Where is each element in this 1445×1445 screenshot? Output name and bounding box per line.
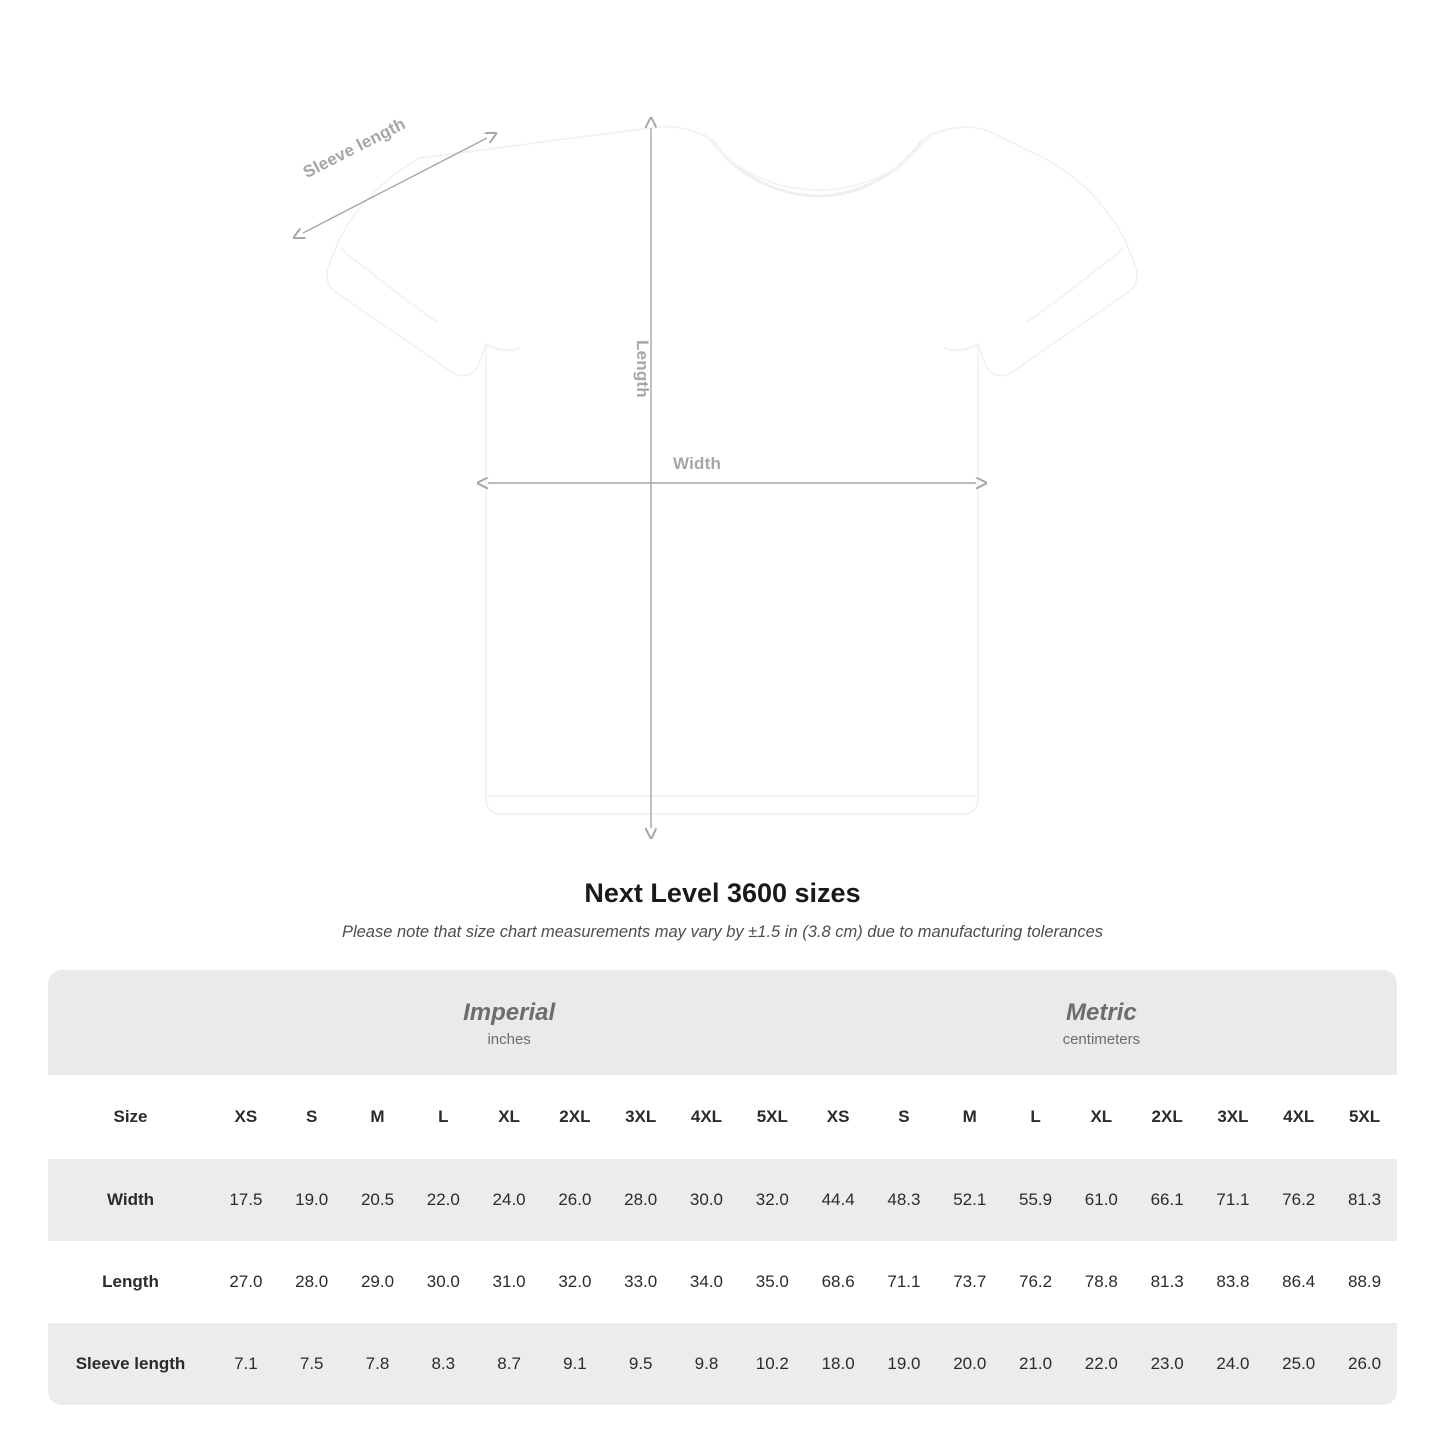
table-cell: 8.7 — [476, 1323, 542, 1405]
chart-heading-block — [0, 878, 1445, 942]
table-cell: 33.0 — [608, 1241, 674, 1323]
system-spacer — [48, 970, 213, 1075]
size-header-cell: 3XL — [1200, 1075, 1266, 1159]
size-header-cell: 4XL — [1266, 1075, 1332, 1159]
table-cell: 32.0 — [739, 1159, 805, 1241]
system-metric — [805, 970, 1397, 1075]
size-header-cell: XS — [805, 1075, 871, 1159]
table-cell: 7.1 — [213, 1323, 279, 1405]
row-label: Length — [48, 1241, 213, 1323]
table-cell: 24.0 — [476, 1159, 542, 1241]
size-table-wrapper — [48, 970, 1397, 1405]
table-cell: 28.0 — [279, 1241, 345, 1323]
table-cell: 7.5 — [279, 1323, 345, 1405]
table-cell: 88.9 — [1332, 1241, 1397, 1323]
row-label: Sleeve length — [48, 1323, 213, 1405]
table-cell: 25.0 — [1266, 1323, 1332, 1405]
table-cell: 32.0 — [542, 1241, 608, 1323]
table-cell: 17.5 — [213, 1159, 279, 1241]
table-cell: 71.1 — [1200, 1159, 1266, 1241]
table-cell: 31.0 — [476, 1241, 542, 1323]
table-cell: 9.5 — [608, 1323, 674, 1405]
system-imperial-unit: inches — [487, 1030, 531, 1048]
sleeve-length-label: Sleeve length — [300, 114, 409, 182]
table-row — [48, 1159, 1397, 1241]
size-header-cell: S — [871, 1075, 937, 1159]
tolerance-note: Please note that size chart measurements may vary by ±1.5 in (3.8 cm) due to manufacturing tolerances — [341, 923, 1104, 941]
size-header-cell: 5XL — [739, 1075, 805, 1159]
length-label: Length — [633, 340, 652, 398]
table-cell: 30.0 — [674, 1159, 740, 1241]
table-cell: 48.3 — [871, 1159, 937, 1241]
row-label: Width — [48, 1159, 213, 1241]
size-header-cell: M — [345, 1075, 411, 1159]
table-cell: 21.0 — [1003, 1323, 1069, 1405]
table-cell: 55.9 — [1003, 1159, 1069, 1241]
table-cell: 76.2 — [1266, 1159, 1332, 1241]
table-cell: 18.0 — [805, 1323, 871, 1405]
table-cell: 28.0 — [608, 1159, 674, 1241]
table-cell: 76.2 — [1003, 1241, 1069, 1323]
table-cell: 9.8 — [674, 1323, 740, 1405]
system-imperial — [213, 970, 805, 1075]
table-cell: 68.6 — [805, 1241, 871, 1323]
table-cell: 78.8 — [1068, 1241, 1134, 1323]
system-header-row — [48, 970, 1397, 1075]
table-cell: 83.8 — [1200, 1241, 1266, 1323]
table-cell: 24.0 — [1200, 1323, 1266, 1405]
table-cell: 61.0 — [1068, 1159, 1134, 1241]
table-cell: 86.4 — [1266, 1241, 1332, 1323]
size-header-cell: 4XL — [674, 1075, 740, 1159]
system-metric-name: Metric — [1066, 998, 1137, 1026]
width-label: Width — [673, 454, 722, 473]
table-cell: 8.3 — [410, 1323, 476, 1405]
system-imperial-name: Imperial — [463, 998, 556, 1026]
table-cell: 27.0 — [213, 1241, 279, 1323]
table-cell: 30.0 — [410, 1241, 476, 1323]
table-cell: 73.7 — [937, 1241, 1003, 1323]
table-cell: 81.3 — [1332, 1159, 1397, 1241]
size-header-cell: L — [410, 1075, 476, 1159]
size-header-cell: M — [937, 1075, 1003, 1159]
size-header-cell: S — [279, 1075, 345, 1159]
table-cell: 9.1 — [542, 1323, 608, 1405]
table-cell: 10.2 — [739, 1323, 805, 1405]
table-row — [48, 1323, 1397, 1405]
table-cell: 22.0 — [410, 1159, 476, 1241]
size-table — [48, 970, 1397, 1405]
size-header-cell: 2XL — [1134, 1075, 1200, 1159]
table-cell: 34.0 — [674, 1241, 740, 1323]
table-cell: 26.0 — [542, 1159, 608, 1241]
table-cell: 23.0 — [1134, 1323, 1200, 1405]
system-metric-unit: centimeters — [1062, 1030, 1141, 1048]
table-cell: 71.1 — [871, 1241, 937, 1323]
table-cell: 19.0 — [279, 1159, 345, 1241]
size-header-cell: XL — [476, 1075, 542, 1159]
page-title: Next Level 3600 sizes — [584, 878, 861, 908]
size-header-label: Size — [48, 1075, 213, 1159]
table-cell: 26.0 — [1332, 1323, 1397, 1405]
table-cell: 52.1 — [937, 1159, 1003, 1241]
size-header-cell: 5XL — [1332, 1075, 1397, 1159]
table-cell: 29.0 — [345, 1241, 411, 1323]
size-header-cell: XL — [1068, 1075, 1134, 1159]
size-header-row — [48, 1075, 1397, 1159]
size-header-cell: XS — [213, 1075, 279, 1159]
size-header-cell: L — [1003, 1075, 1069, 1159]
table-row — [48, 1241, 1397, 1323]
table-cell: 35.0 — [739, 1241, 805, 1323]
table-cell: 19.0 — [871, 1323, 937, 1405]
table-cell: 44.4 — [805, 1159, 871, 1241]
table-cell: 66.1 — [1134, 1159, 1200, 1241]
table-cell: 20.0 — [937, 1323, 1003, 1405]
table-cell: 7.8 — [345, 1323, 411, 1405]
table-cell: 81.3 — [1134, 1241, 1200, 1323]
table-cell: 20.5 — [345, 1159, 411, 1241]
table-cell: 22.0 — [1068, 1323, 1134, 1405]
tshirt-shape — [327, 127, 1137, 815]
size-header-cell: 3XL — [608, 1075, 674, 1159]
size-header-cell: 2XL — [542, 1075, 608, 1159]
